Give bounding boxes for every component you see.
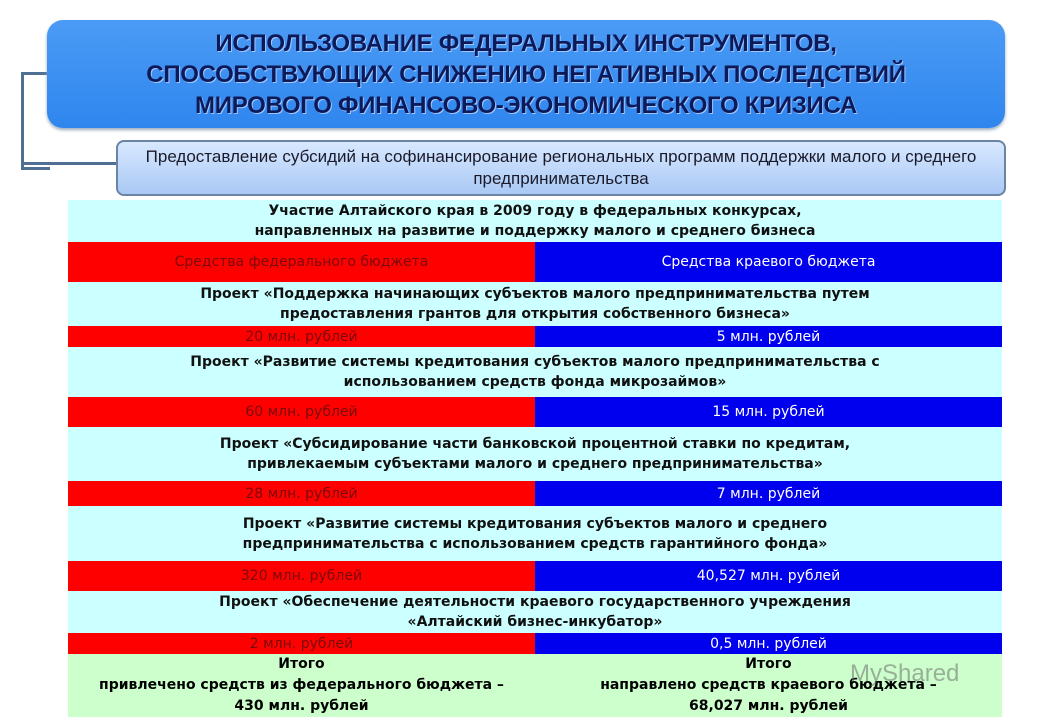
subtitle-box [116, 140, 1006, 196]
total-federal [68, 654, 535, 717]
connector-line [21, 162, 116, 165]
total-label: Итого [278, 656, 325, 672]
title-box [47, 20, 1005, 128]
total-value: 430 млн. рублей [234, 698, 369, 714]
project-name: Проект «Развитие системы кредитования субъектов малого предпринимательства с использованием средств фонда микрозаймов» [190, 354, 880, 390]
regional-amount: 0,5 млн. рублей [535, 633, 1002, 654]
project-row [68, 427, 1002, 481]
heading-text: Участие Алтайского края в 2009 году в федеральных конкурсах, направленных на развитие и поддержку малого и среднего бизнеса [254, 203, 816, 239]
project-row [68, 347, 1002, 397]
project-name: Проект «Поддержка начинающих субъектов малого предпринимательства путем предоставления грантов для открытия собственного бизнеса» [200, 286, 870, 322]
total-text: привлечено средств из федерального бюджета – [99, 677, 504, 693]
total-value: 68,027 млн. рублей [689, 698, 848, 714]
regional-amount: 5 млн. рублей [535, 326, 1002, 347]
funding-table [68, 200, 1002, 717]
federal-amount: 60 млн. рублей [68, 397, 535, 427]
total-label: Итого [745, 656, 792, 672]
col-federal: Средства федерального бюджета [68, 242, 535, 282]
regional-amount: 40,527 млн. рублей [535, 561, 1002, 591]
project-name: Проект «Развитие системы кредитования субъектов малого и среднего предпринимательства с использованием средств гарантийного фонда» [242, 515, 828, 552]
project-name: Проект «Обеспечение деятельности краевого государственного учреждения «Алтайский бизнес-инкубатор» [219, 594, 851, 630]
page-title: ИСПОЛЬЗОВАНИЕ ФЕДЕРАЛЬНЫХ ИНСТРУМЕНТОВ, СПОСОБСТВУЮЩИХ СНИЖЕНИЮ НЕГАТИВНЫХ ПОСЛЕДСТВИЙ МИРОВОГО ФИНАНСОВО-ЭКОНОМИЧЕСКОГО КРИЗИСА [146, 29, 906, 119]
amount-row [68, 481, 1002, 506]
project-name: Проект «Субсидирование части банковской процентной ставки по кредитам, привлекаемым субъектами малого и среднего предпринимательства» [219, 436, 851, 472]
column-headers [68, 242, 1002, 282]
regional-amount: 7 млн. рублей [535, 481, 1002, 506]
project-row [68, 282, 1002, 326]
federal-amount: 28 млн. рублей [68, 481, 535, 506]
amount-row [68, 397, 1002, 427]
project-row [68, 591, 1002, 633]
amount-row [68, 633, 1002, 654]
federal-amount: 2 млн. рублей [68, 633, 535, 654]
watermark: MyShared [850, 660, 960, 687]
federal-amount: 320 млн. рублей [68, 561, 535, 591]
federal-amount: 20 млн. рублей [68, 326, 535, 347]
project-row [68, 506, 1002, 561]
col-regional: Средства краевого бюджета [535, 242, 1002, 282]
total-text: направлено средств краевого бюджета – [600, 677, 937, 693]
subtitle: Предоставление субсидий на софинансирование региональных программ поддержки малого и среднего предпринимательства [145, 147, 977, 188]
table-heading [68, 200, 1002, 242]
amount-row [68, 326, 1002, 347]
regional-amount: 15 млн. рублей [535, 397, 1002, 427]
amount-row [68, 561, 1002, 591]
connector-line [21, 72, 50, 170]
